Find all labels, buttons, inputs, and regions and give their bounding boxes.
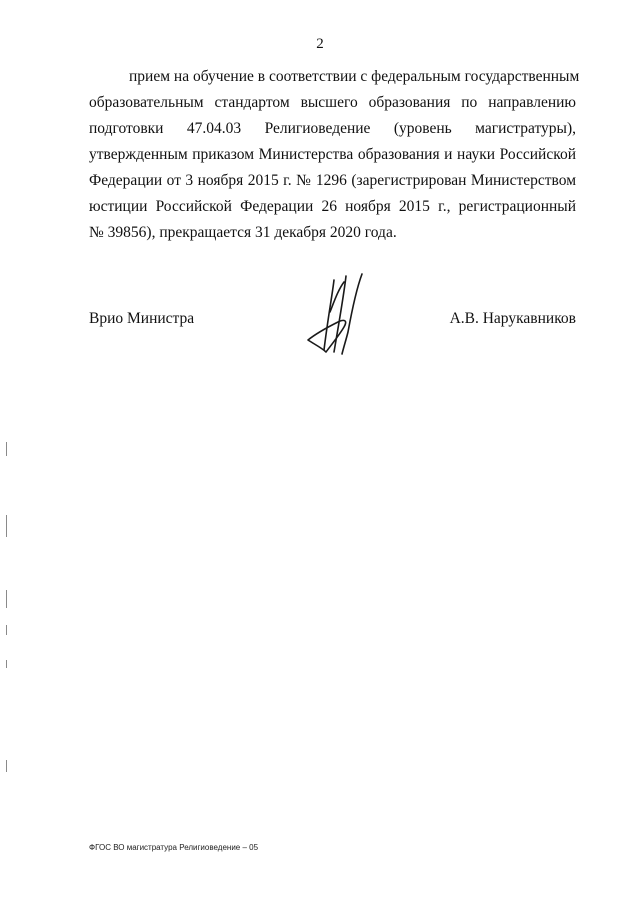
body-paragraph (89, 64, 580, 246)
body-line: прием на обучение в соответствии с федеральным государственным (129, 68, 580, 85)
body-line: утвержденным приказом Министерства образования и науки Российской (89, 146, 576, 163)
scan-edge-mark (6, 515, 7, 537)
scan-edge-mark (6, 590, 7, 608)
scan-edge-mark (6, 660, 7, 668)
handwritten-signature (304, 272, 374, 357)
scan-edge-mark (6, 760, 7, 772)
scan-edge-mark (6, 442, 7, 456)
body-line: образовательным стандартом высшего образования по направлению (89, 94, 576, 111)
body-line: Федерации от 3 ноября 2015 г. № 1296 (зарегистрирован Министерством (89, 172, 576, 189)
body-line: подготовки 47.04.03 Религиоведение (уровень магистратуры), (89, 120, 576, 137)
signer-title: Врио Министра (89, 310, 195, 327)
signature-block (89, 300, 576, 360)
signer-name: А.В. Нарукавников (449, 310, 576, 327)
scan-edge-mark (6, 625, 7, 635)
body-line: № 39856), прекращается 31 декабря 2020 года. (89, 224, 397, 241)
body-line: юстиции Российской Федерации 26 ноября 2015 г., регистрационный (89, 198, 576, 215)
footer-document-code: ФГОС ВО магистратура Религиоведение – 05 (89, 843, 259, 852)
page-number: 2 (316, 36, 324, 52)
